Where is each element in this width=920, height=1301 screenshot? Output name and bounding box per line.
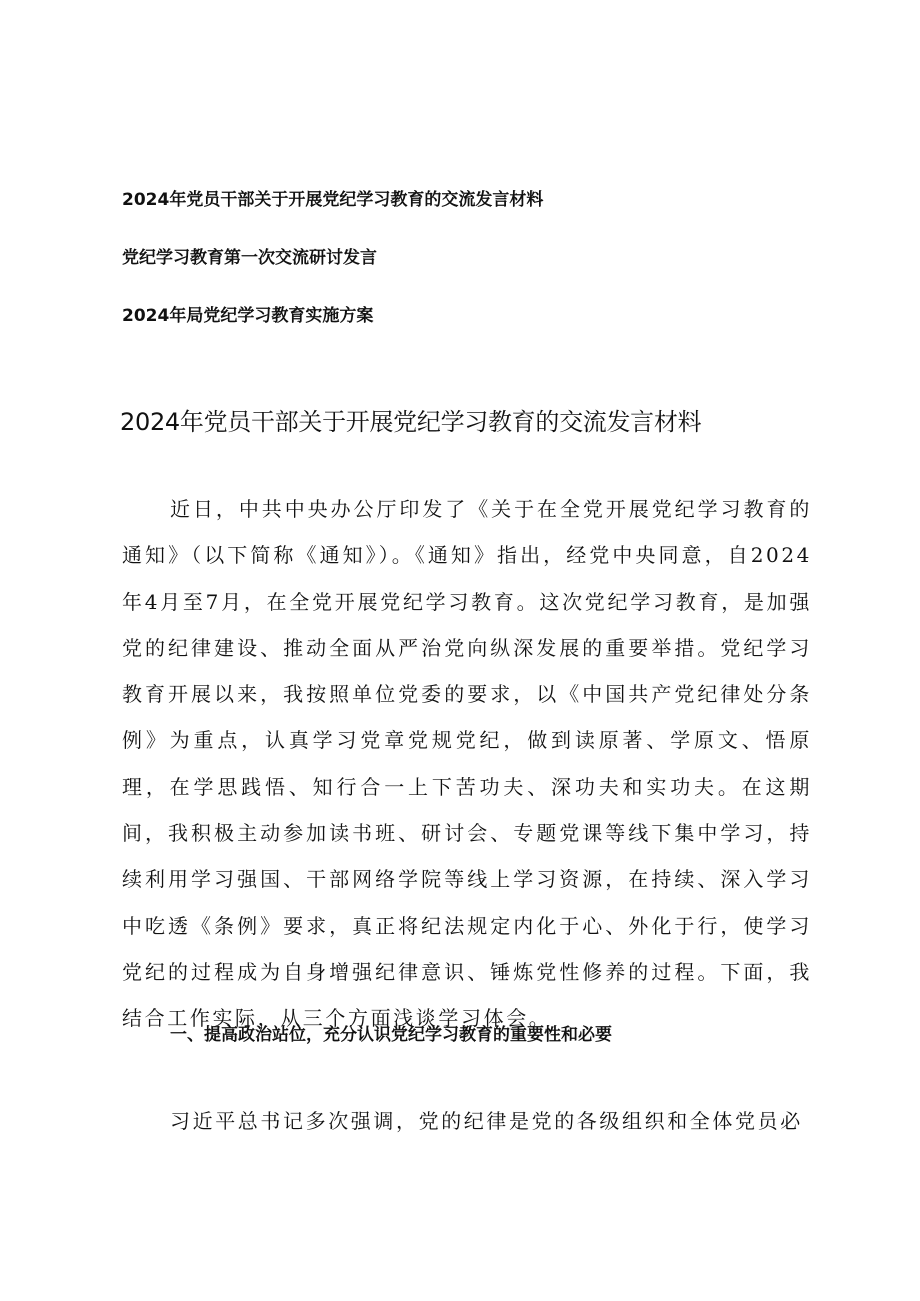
toc-item-1[interactable]: 2024年党员干部关于开展党纪学习教育的交流发言材料 [122,190,544,210]
document-title: 2024年党员干部关于开展党纪学习教育的交流发言材料 [120,408,702,436]
section-heading-1: 一、提高政治站位，充分认识党纪学习教育的重要性和必要 [170,1025,612,1045]
body-paragraph-1: 近日，中共中央办公厅印发了《关于在全党开展党纪学习教育的通知》（以下简称《通知》）。《通知》指出，经党中央同意，自2024年4月至7月，在全党开展党纪学习教育。这次党纪学习教育，是加强党的纪律建设、推动全面从严治党向纵深发展的重要举措。党纪学习教育开展以来，我按照单位党委的要求，以《中国共产党纪律处分条例》为重点，认真学习党章党规党纪，做到读原著、学原文、悟原理，在学思践悟、知行合一上下苦功夫、深功夫和实功夫。在这期间，我积极主动参加读书班、研讨会、专题党课等线下集中学习，持续利用学习强国、干部网络学院等线上学习资源，在持续、深入学习中吃透《条例》要求，真正将纪法规定内化于心、外化于行，使学习党纪的过程成为自身增强纪律意识、锤炼党性修养的过程。下面，我结合工作实际，从三个方面浅谈学习体会。 [122,497,812,1031]
body-paragraph-2: 习近平总书记多次强调，党的纪律是党的各级组织和全体党员必 [170,1109,803,1133]
table-of-contents [122,186,822,330]
toc-item-3[interactable]: 2024年局党纪学习教育实施方案 [122,306,374,326]
toc-item-2[interactable]: 党纪学习教育第一次交流研讨发言 [122,248,377,268]
